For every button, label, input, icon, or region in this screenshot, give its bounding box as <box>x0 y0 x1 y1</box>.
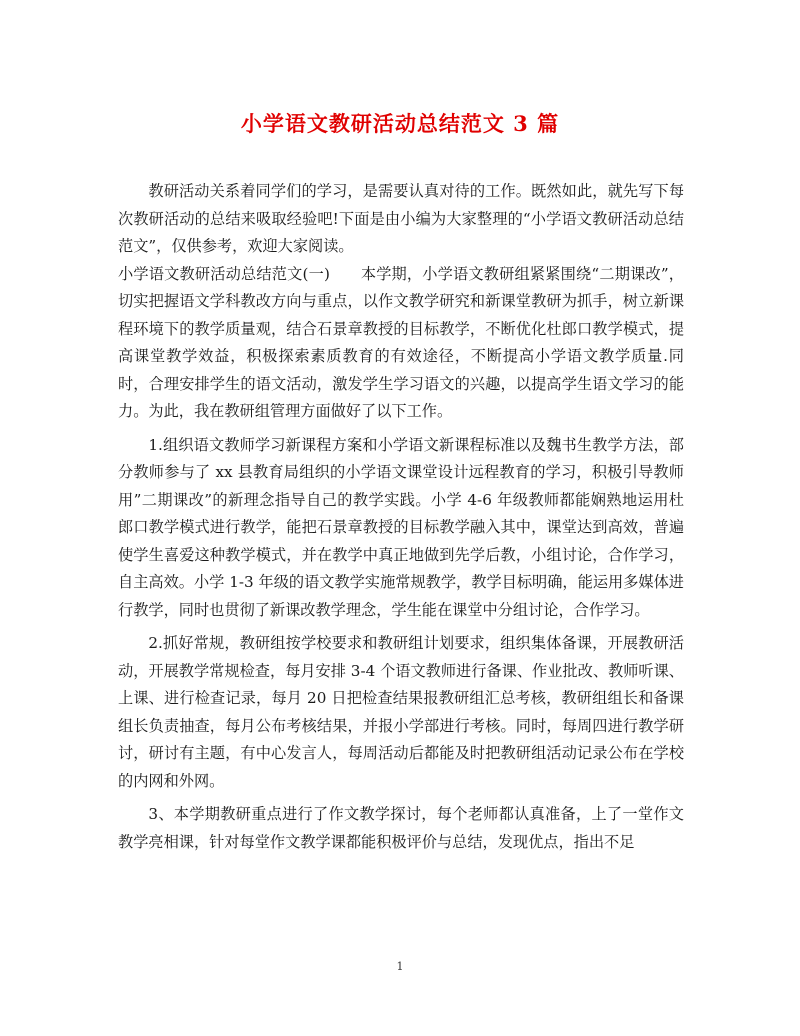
paragraph-item-2: 2.抓好常规，教研组按学校要求和教研组计划要求，组织集体备课，开展教研活动，开展教学常规检查，每月安排 3-4 个语文教师进行备课、作业批改、教师听课、上课、进行检查记录，每月 20 日把检查结果报教研组汇总考核，教研组组长和备课组长负责抽查，每月公布考核结果，并报小学部进行考核。同时，每周四进行教学研讨，研讨有主题，有中心发言人，每周活动后都能及时把教研组活动记录公布在学校的内网和外网。 <box>118 634 684 790</box>
paragraph-intro: 教研活动关系着同学们的学习，是需要认真对待的工作。既然如此，就先写下每次教研活动的总结来吸取经验吧!下面是由小编为大家整理的“小学语文教研活动总结范文”，仅供参考，欢迎大家阅读。 <box>118 182 684 255</box>
paragraph-item-1: 1.组织语文教师学习新课程方案和小学语文新课程标准以及魏书生教学方法，部分教师参与了 xx 县教育局组织的小学语文课堂设计远程教育的学习，积极引导教师用”二期课改”的新理念指导自己的教学实践。小学 4-6 年级教师都能娴熟地运用杜郎口教学模式进行教学，能把石景章教授的目标教学融入其中，课堂达到高效，普遍使学生喜爱这种教学模式，并在教学中真正地做到先学后教，小组讨论，合作学习，自主高效。小学 1-3 年级的语文教学实施常规教学，教学目标明确，能运用多媒体进行教学，同时也贯彻了新课改教学理念，学生能在课堂中分组讨论，合作学习。 <box>118 435 684 619</box>
paragraph-section-one: 小学语文教研活动总结范文(一) 本学期，小学语文教研组紧紧围绕“二期课改”，切实把握语文学科教改方向与重点，以作文教学研究和新课堂教研为抓手，树立新课程环境下的教学质量观，结合石景章教授的目标教学，不断优化杜郎口教学模式，提高课堂教学效益，积极探索素质教育的有效途径，不断提高小学语文教学质量.同时，合理安排学生的语文活动，激发学生学习语文的兴趣，以提高学生语文学习的能力。为此，我在教研组管理方面做好了以下工作。 <box>118 264 684 420</box>
page-number: 1 <box>396 960 404 973</box>
document-title: 小学语文教研活动总结范文 3 篇 <box>240 111 560 136</box>
paragraph-item-3: 3、本学期教研重点进行了作文教学探讨，每个老师都认真准备，上了一堂作文教学亮相课，针对每堂作文教学课都能积极评价与总结，发现优点，指出不足 <box>118 805 684 851</box>
document-body <box>118 178 684 862</box>
